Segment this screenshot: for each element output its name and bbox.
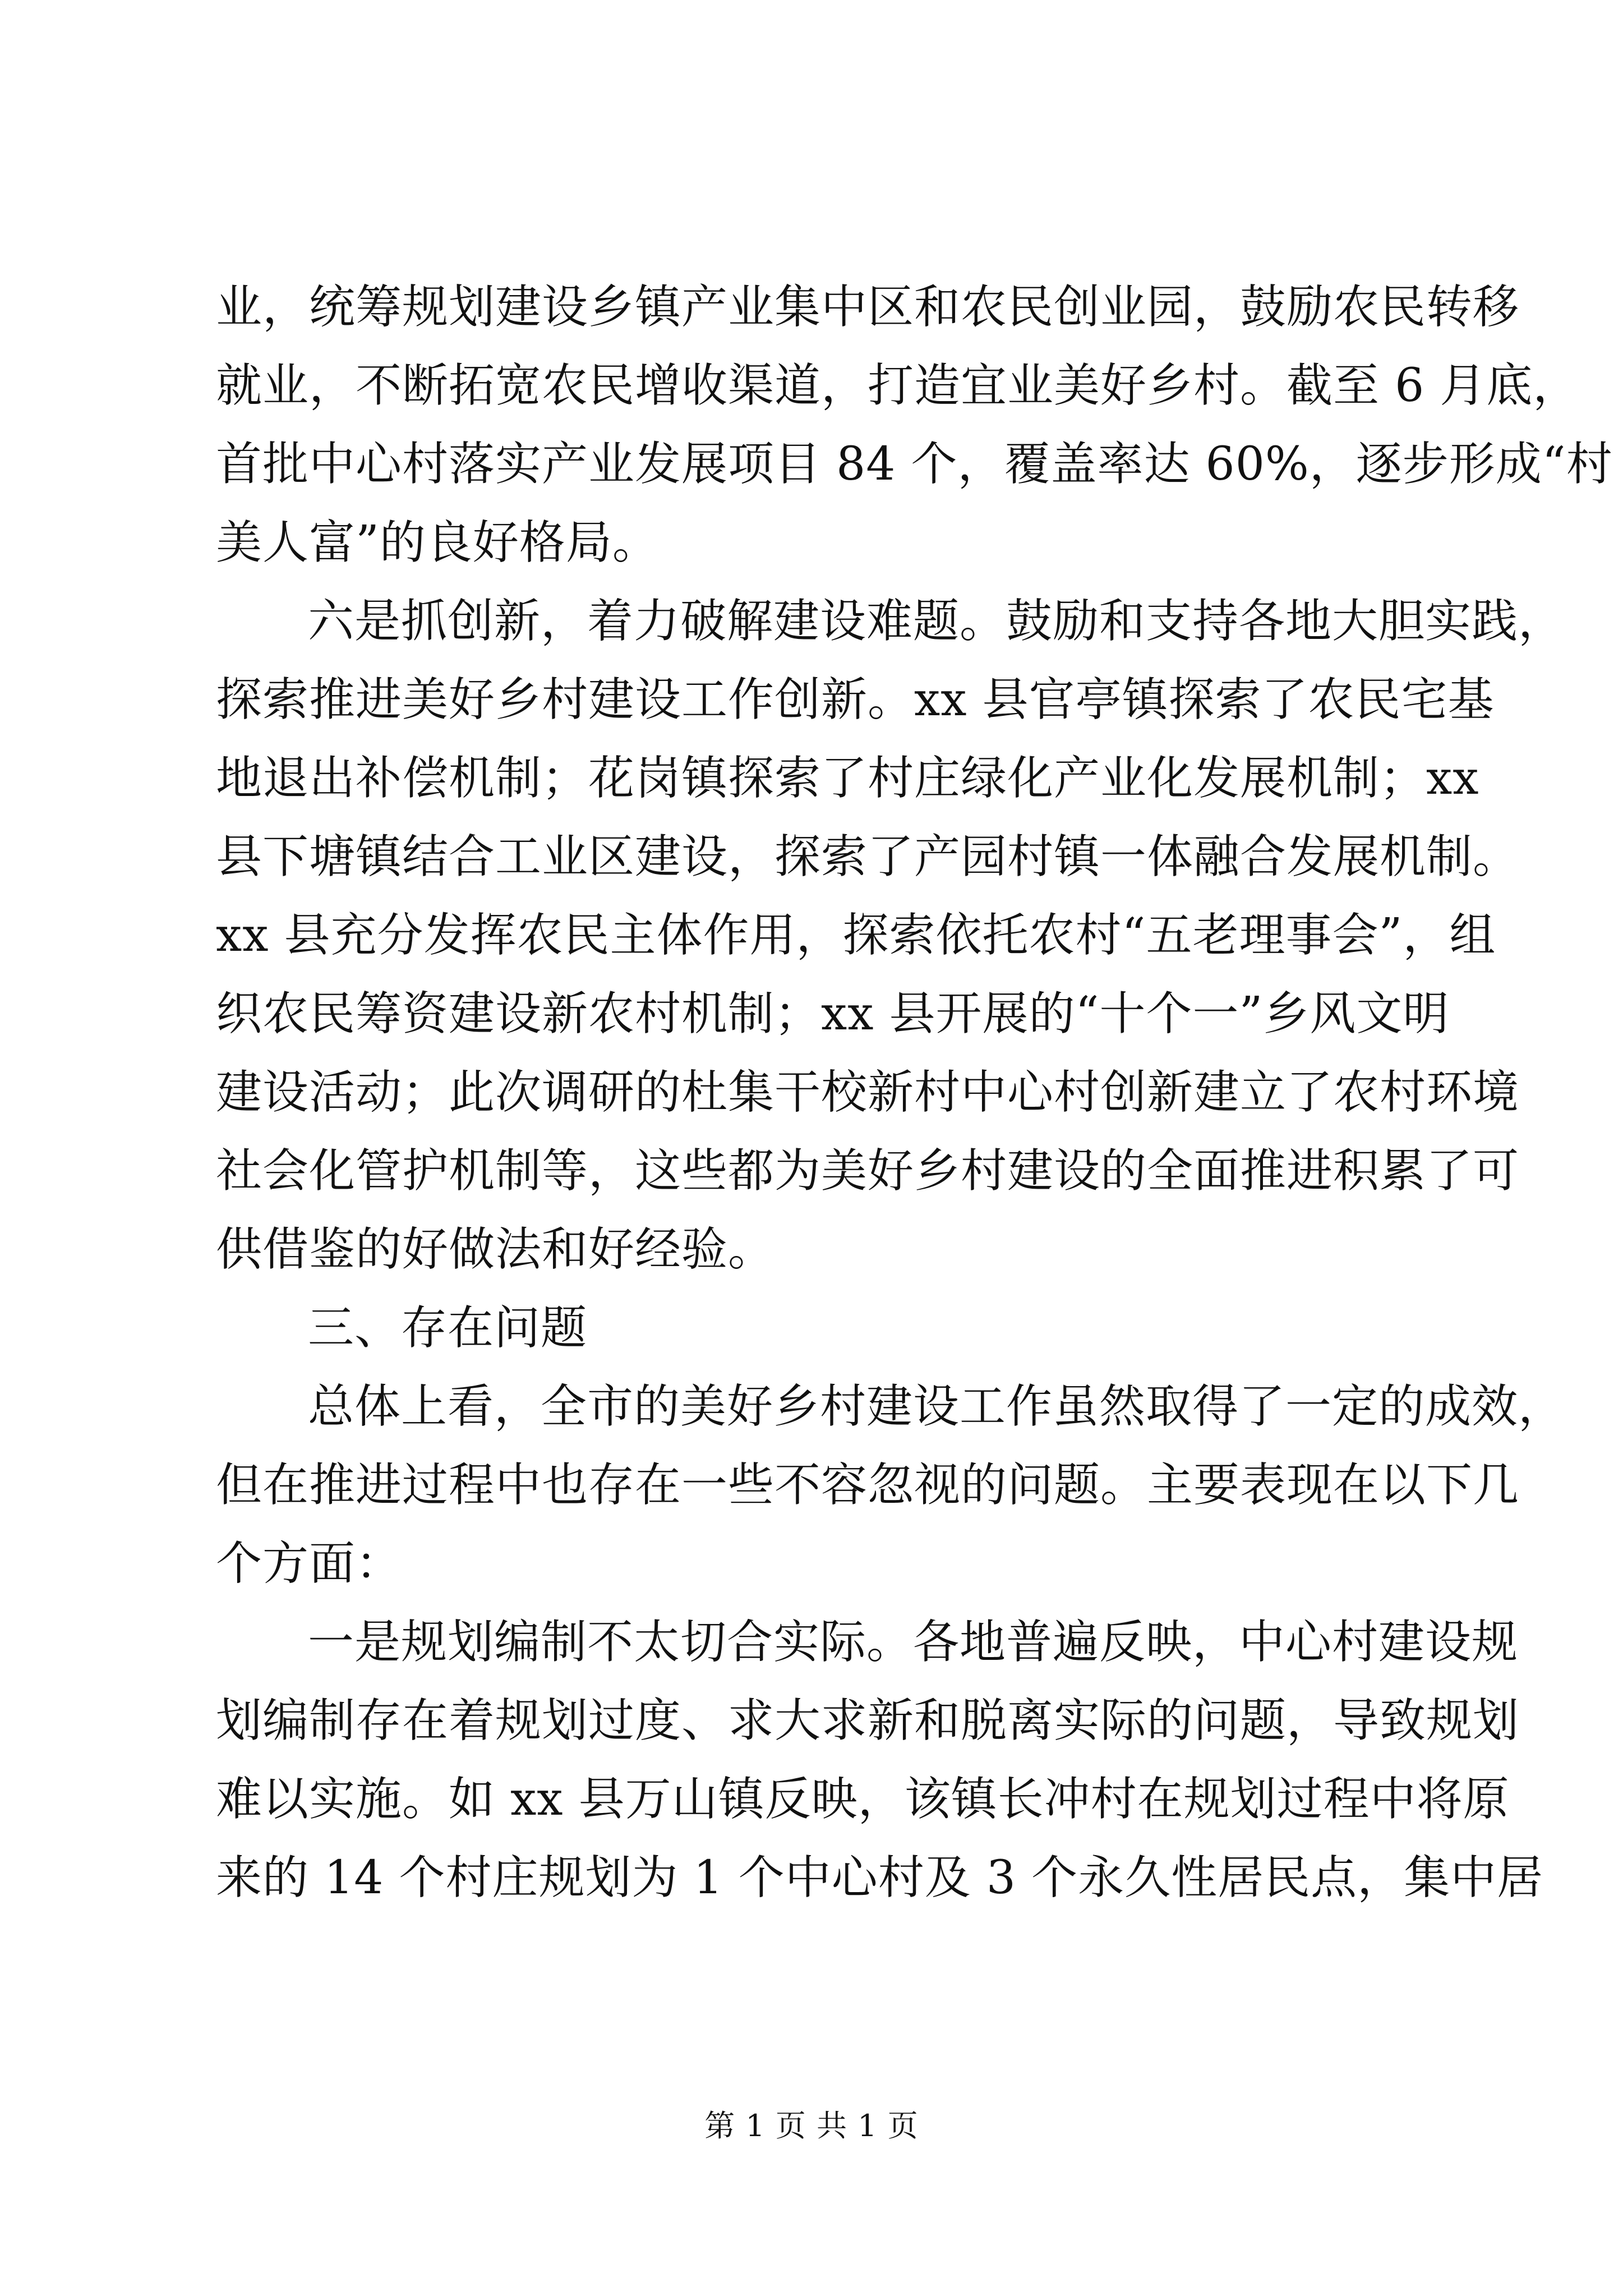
text-line: 首批中心村落实产业发展项目 84 个，覆盖率达 60%，逐步形成“村 <box>216 438 1613 491</box>
text-line: 划编制存在着规划过度、求大求新和脱离实际的问题，导致规划 <box>216 1694 1520 1747</box>
page-footer: 第 1 页 共 1 页 <box>704 2108 919 2143</box>
text-line: 但在推进过程中也存在一些不容忽视的问题。主要表现在以下几 <box>216 1458 1520 1512</box>
paragraph-first-line: 六是抓创新，着力破解建设难题。鼓励和支持各地大胆实践， <box>308 595 1565 648</box>
text-line: 织农民筹资建设新农村机制；xx 县开展的“十个一”乡风文明 <box>216 987 1450 1041</box>
text-line: 业，统筹规划建设乡镇产业集中区和农民创业园，鼓励农民转移 <box>216 280 1520 334</box>
text-line: 供借鉴的好做法和好经验。 <box>216 1223 775 1276</box>
paragraph-first-line: 总体上看，全市的美好乡村建设工作虽然取得了一定的成效， <box>308 1380 1565 1433</box>
text-line: 县下塘镇结合工业区建设，探索了产园村镇一体融合发展机制。 <box>216 830 1520 884</box>
text-line: 社会化管护机制等，这些都为美好乡村建设的全面推进积累了可 <box>216 1144 1520 1198</box>
text-line: 个方面： <box>216 1537 403 1590</box>
text-line: xx 县充分发挥农民主体作用，探索依托农村“五老理事会”，组 <box>216 909 1496 962</box>
text-line: 就业，不断拓宽农民增收渠道，打造宜业美好乡村。截至 6 月底， <box>216 359 1580 412</box>
text-line: 地退出补偿机制；花岗镇探索了村庄绿化产业化发展机制；xx <box>216 752 1479 805</box>
paragraph-first-line: 一是规划编制不太切合实际。各地普遍反映，中心村建设规 <box>308 1616 1519 1669</box>
text-line: 探索推进美好乡村建设工作创新。xx 县官亭镇探索了农民宅基 <box>216 673 1495 726</box>
text-line: 难以实施。如 xx 县万山镇反映，该镇长冲村在规划过程中将原 <box>216 1773 1510 1826</box>
text-line: 美人富”的良好格局。 <box>216 516 659 569</box>
text-line: 建设活动；此次调研的杜集干校新村中心村创新建立了农村环境 <box>216 1066 1520 1119</box>
text-line: 来的 14 个村庄规划为 1 个中心村及 3 个永久性居民点，集中居 <box>216 1851 1544 1904</box>
section-heading: 三、存在问题 <box>308 1301 588 1355</box>
document-body <box>216 268 1613 1917</box>
